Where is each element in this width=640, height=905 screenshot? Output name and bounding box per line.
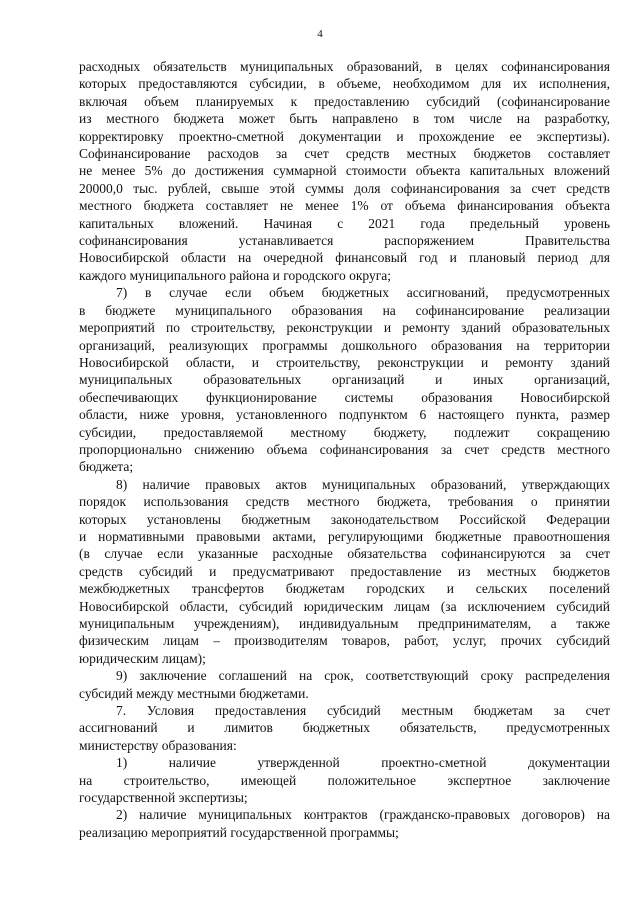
text-line: 1) наличие утвержденной проектно-сметной документации xyxy=(116,755,610,771)
text-line: реализацию мероприятий государственной программы; xyxy=(79,824,399,840)
document-body xyxy=(79,58,610,841)
text-line: физическим лицам – производителям товаров, работ, услуг, прочих субсидий xyxy=(79,633,610,649)
text-line: на строительство, имеющей положительное экспертное заключение xyxy=(79,772,610,788)
text-line: расходных обязательств муниципальных образований, в целях софинансирования xyxy=(79,59,610,74)
text-line: организаций, реализующих программы дошкольного образования на территории xyxy=(79,337,610,353)
text-line: и нормативными правовыми актами, регулирующими бюджетные правоотношения xyxy=(79,528,610,544)
text-line: софинансирования устанавливается распоряжением Правительства xyxy=(79,233,610,249)
text-line: которых установлены бюджетным законодательством Российской Федерации xyxy=(79,511,610,527)
text-line: субсидий между местными бюджетами. xyxy=(79,685,309,701)
text-line: Новосибирской области на очередной финансовый год и плановый период для xyxy=(79,250,610,266)
text-line: муниципальным учреждениям), индивидуальным предпринимателям, а также xyxy=(79,616,610,631)
text-line: включая объем планируемых к предоставлению субсидий (софинансирование xyxy=(79,93,610,109)
text-line: местного бюджета составляет не менее 1% от объема финансирования объекта xyxy=(79,198,610,214)
text-line: муниципальных образовательных организаций и иных организаций, xyxy=(79,372,610,388)
paragraph-cond-2 xyxy=(79,806,610,841)
text-line: мероприятий по строительству, реконструкции и ремонту зданий образовательных xyxy=(79,320,610,336)
text-line: ассигнований и лимитов бюджетных обязательств, предусмотренных xyxy=(79,720,610,736)
text-line: 7) в случае если объем бюджетных ассигнований, предусмотренных xyxy=(116,285,610,301)
paragraph-cond-1 xyxy=(79,754,610,806)
text-line: в бюджете муниципального образования на софинансирование реализации xyxy=(79,302,610,318)
paragraph-continuation xyxy=(79,58,610,284)
paragraph-item-7 xyxy=(79,284,610,475)
text-line: которых предоставляются субсидии, в объеме, необходимом для их исполнения, xyxy=(79,76,610,92)
text-line: пропорционально снижению объема софинансирования за счет средств местного xyxy=(79,441,610,457)
text-line: порядок использования средств местного бюджета, требования о принятии xyxy=(79,494,610,510)
page-number: 4 xyxy=(317,28,323,40)
text-line: не менее 5% до достижения суммарной стоимости объекта капитальных вложений xyxy=(79,163,610,179)
text-line: Новосибирской области, и строительству, реконструкции и ремонту зданий xyxy=(79,354,610,370)
text-line: 2) наличие муниципальных контрактов (гражданско-правовых договоров) на xyxy=(116,807,610,823)
text-line: Новосибирской области, субсидий юридическим лицам (за исключением субсидий xyxy=(79,598,610,614)
paragraph-item-9 xyxy=(79,667,610,702)
text-line: межбюджетных трансфертов бюджетам городских и сельских поселений xyxy=(79,581,610,597)
text-line: субсидии, предоставляемой местному бюджету, подлежит сокращению xyxy=(79,424,610,440)
paragraph-item-8 xyxy=(79,476,610,667)
text-line: (в случае если указанные расходные обязательства софинансируются за счет xyxy=(79,546,610,562)
text-line: капитальных вложений. Начиная с 2021 года предельный уровень xyxy=(79,215,610,231)
text-line: 20000,0 тыс. рублей, свыше этой суммы доля софинансирования за счет средств xyxy=(79,180,610,196)
text-line: обеспечивающих функционирование системы образования Новосибирской xyxy=(79,389,610,405)
text-line: средств субсидий и предусматривают предоставление из местных бюджетов xyxy=(79,563,610,579)
text-line: Софинансирование расходов за счет средств местных бюджетов составляет xyxy=(79,146,610,162)
text-line: государственной экспертизы; xyxy=(79,790,248,806)
text-line: корректировку проектно-сметной документации и прохождение ее экспертизы). xyxy=(79,128,610,144)
text-line: каждого муниципального района и городского округа; xyxy=(79,267,392,283)
text-line: 9) заключение соглашений на срок, соответствующий сроку распределения xyxy=(116,668,610,684)
text-line: министерству образования: xyxy=(79,737,237,753)
text-line: бюджета; xyxy=(79,459,134,475)
text-line: юридическим лицам); xyxy=(79,650,206,666)
text-line: области, ниже уровня, установленного подпунктом 6 настоящего пункта, размер xyxy=(79,407,610,423)
text-line: из местного бюджета может быть направлено в том числе на разработку, xyxy=(79,111,610,127)
text-line: 8) наличие правовых актов муниципальных образований, утверждающих xyxy=(116,476,610,492)
text-line: 7. Условия предоставления субсидий местным бюджетам за счет xyxy=(116,703,610,719)
paragraph-section-7 xyxy=(79,702,610,754)
